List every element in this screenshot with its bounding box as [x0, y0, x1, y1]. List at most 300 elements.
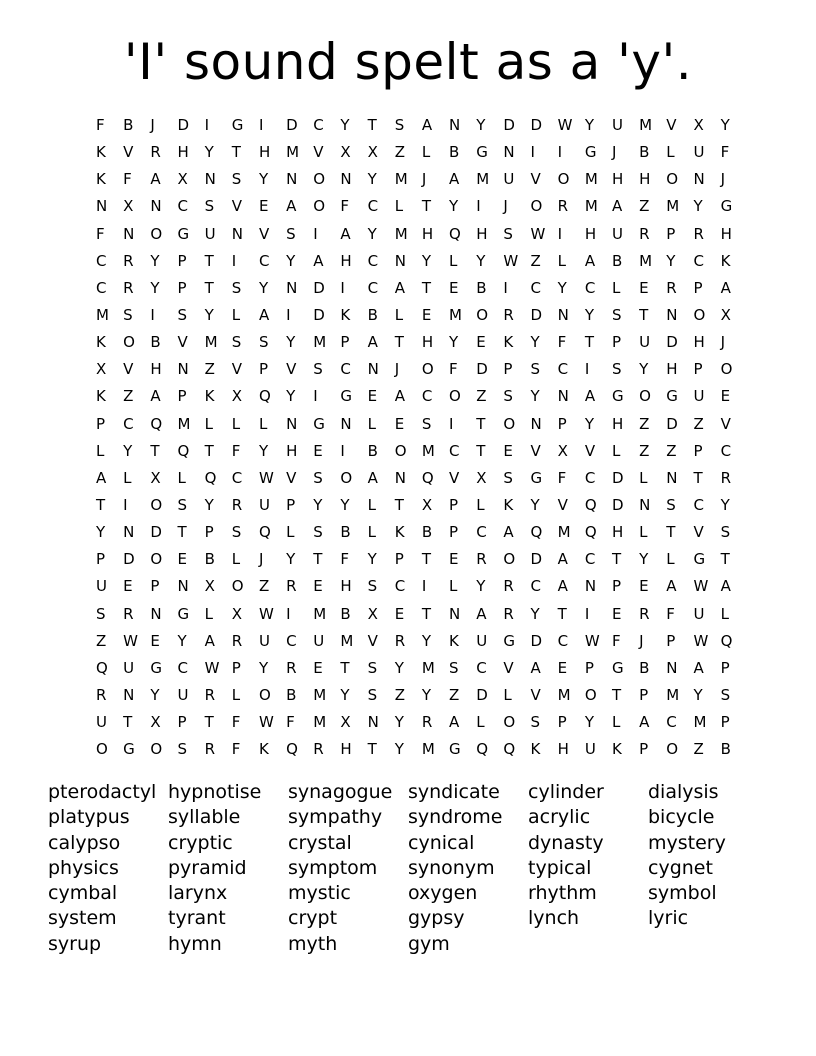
word-item: system — [48, 907, 117, 930]
grid-cell: L — [557, 251, 567, 270]
grid-cell: I — [557, 224, 563, 243]
grid-cell: Z — [394, 143, 405, 162]
grid-cell: R — [476, 550, 487, 569]
grid-cell: O — [150, 495, 163, 514]
grid-cell: Y — [313, 495, 323, 514]
grid-cell: S — [394, 116, 405, 134]
grid-cell: N — [177, 360, 189, 379]
grid-cell: T — [611, 550, 622, 569]
grid-cell: I — [449, 414, 454, 433]
grid-cell: X — [150, 713, 161, 732]
grid-cell: P — [639, 685, 649, 704]
grid-cell: L — [367, 414, 376, 433]
grid-cell: I — [476, 197, 481, 216]
grid-cell: L — [476, 495, 485, 514]
grid-cell: U — [611, 224, 623, 243]
grid-cell: D — [177, 116, 190, 134]
grid-cell: G — [584, 143, 597, 162]
grid-cell: V — [693, 523, 704, 542]
grid-cell: D — [476, 360, 488, 379]
grid-cell: M — [421, 658, 435, 677]
grid-cell: Y — [150, 251, 160, 270]
grid-cell: S — [530, 360, 541, 379]
grid-cell: Y — [584, 713, 594, 732]
grid-cell: F — [231, 441, 241, 460]
word-item: bicycle — [648, 806, 715, 829]
grid-cell: M — [584, 170, 598, 189]
grid-cell: Y — [584, 116, 594, 134]
grid-cell: H — [666, 360, 678, 379]
grid-cell: Y — [204, 305, 214, 324]
grid-cell: N — [367, 360, 379, 379]
grid-cell: B — [150, 333, 161, 352]
grid-cell: W — [503, 251, 519, 270]
grid-cell: R — [231, 631, 243, 650]
grid-cell: O — [313, 170, 326, 189]
grid-cell: H — [258, 143, 271, 162]
grid-cell: Z — [693, 740, 704, 759]
grid-cell: A — [394, 387, 405, 406]
grid-cell: V — [503, 658, 514, 677]
grid-cell: Q — [286, 740, 298, 759]
grid-cell: F — [123, 170, 132, 189]
grid-cell: Y — [96, 523, 106, 542]
grid-cell: E — [258, 197, 269, 216]
grid-cell: E — [367, 387, 378, 406]
word-list — [48, 780, 788, 957]
grid-cell: T — [123, 713, 133, 732]
grid-cell: P — [557, 713, 567, 732]
grid-cell: S — [421, 414, 432, 433]
grid-cell: S — [231, 170, 242, 189]
grid-cell: A — [611, 197, 623, 216]
grid-cell: H — [611, 170, 624, 189]
grid-cell: R — [639, 224, 650, 243]
grid-cell: Z — [639, 441, 650, 460]
grid-cell: N — [666, 468, 678, 487]
grid-cell: Y — [584, 305, 594, 324]
grid-cell: O — [394, 441, 407, 460]
grid-cell: F — [340, 197, 350, 216]
grid-cell: Y — [666, 251, 676, 270]
grid-cell: U — [693, 143, 705, 162]
grid-cell: B — [286, 685, 297, 704]
grid-cell: N — [286, 278, 298, 297]
grid-cell: O — [530, 197, 543, 216]
grid-cell: T — [96, 495, 106, 514]
word-item: gypsy — [408, 907, 465, 930]
grid-cell: G — [666, 387, 678, 406]
word-item: hypnotise — [168, 781, 262, 803]
grid-cell: C — [177, 658, 188, 677]
grid-cell: C — [666, 713, 677, 732]
grid-cell: K — [258, 740, 269, 759]
grid-cell: P — [394, 550, 404, 569]
grid-cell: B — [123, 116, 134, 134]
grid-cell: X — [367, 604, 378, 623]
grid-cell: K — [611, 740, 622, 759]
grid-cell: I — [340, 441, 345, 460]
grid-cell: I — [231, 251, 237, 270]
grid-cell: I — [340, 278, 345, 297]
grid-cell: T — [204, 278, 214, 297]
grid-cell: G — [340, 387, 353, 406]
grid-cell: S — [123, 305, 133, 324]
grid-cell: M — [639, 251, 653, 270]
grid-cell: X — [123, 197, 134, 216]
grid-cell: O — [123, 333, 135, 352]
grid-cell: Y — [476, 577, 486, 596]
grid-cell: P — [96, 550, 106, 569]
grid-cell: N — [231, 224, 244, 243]
word-item: crystal — [288, 831, 352, 854]
grid-cell: I — [313, 387, 318, 406]
grid-cell: R — [639, 604, 650, 623]
grid-cell: S — [720, 685, 731, 704]
grid-cell: S — [503, 224, 513, 243]
word-item: pyramid — [168, 856, 247, 879]
grid-cell: V — [231, 197, 243, 216]
grid-cell: W — [204, 658, 220, 677]
grid-cell: S — [258, 333, 269, 352]
grid-cell: C — [96, 278, 107, 297]
grid-cell: E — [449, 550, 459, 569]
grid-cell: O — [313, 197, 326, 216]
grid-cell: X — [340, 713, 351, 732]
word-item: dynasty — [528, 831, 604, 854]
grid-cell: D — [123, 550, 135, 569]
grid-cell: R — [394, 631, 406, 650]
grid-cell: A — [367, 468, 378, 487]
grid-cell: N — [286, 170, 298, 189]
grid-cell: R — [231, 495, 243, 514]
grid-cell: T — [394, 495, 404, 514]
grid-cell: Y — [421, 251, 432, 270]
grid-cell: P — [177, 713, 187, 732]
grid-cell: T — [476, 441, 486, 460]
grid-cell: L — [204, 604, 213, 623]
grid-cell: C — [584, 278, 596, 297]
grid-cell: B — [639, 658, 650, 677]
grid-cell: I — [258, 116, 264, 134]
grid-cell: I — [584, 604, 590, 623]
grid-cell: Z — [666, 441, 677, 460]
grid-cell: O — [421, 360, 434, 379]
grid-cell: O — [150, 224, 163, 243]
grid-cell: L — [367, 495, 376, 514]
grid-cell: S — [611, 360, 622, 379]
grid-cell: T — [584, 333, 594, 352]
grid-cell: Z — [639, 197, 650, 216]
grid-cell: C — [367, 251, 379, 270]
grid-cell: Q — [503, 740, 516, 759]
grid-cell: M — [421, 740, 435, 759]
grid-cell: N — [123, 224, 135, 243]
grid-cell: H — [421, 333, 434, 352]
grid-cell: U — [96, 713, 107, 732]
grid-cell: X — [693, 116, 704, 134]
grid-cell: R — [720, 468, 732, 487]
grid-cell: W — [123, 631, 138, 650]
word-item: mystic — [288, 882, 351, 905]
grid-cell: L — [449, 577, 458, 596]
grid-cell: V — [313, 143, 324, 162]
grid-cell: S — [666, 495, 676, 514]
grid-cell: T — [177, 523, 187, 542]
grid-cell: A — [666, 577, 677, 596]
grid-cell: P — [177, 387, 187, 406]
grid-cell: X — [177, 170, 188, 189]
word-item: cryptic — [168, 831, 233, 854]
grid-cell: U — [476, 631, 488, 650]
grid-cell: L — [720, 604, 729, 623]
grid-cell: P — [286, 495, 296, 514]
grid-cell: Y — [286, 550, 296, 569]
grid-cell: R — [313, 740, 324, 759]
grid-cell: M — [313, 604, 327, 623]
grid-cell: R — [204, 740, 216, 759]
grid-cell: U — [177, 685, 189, 704]
grid-cell: E — [476, 333, 486, 352]
grid-cell: B — [611, 251, 623, 270]
grid-cell: I — [503, 278, 508, 297]
grid-cell: N — [394, 468, 406, 487]
grid-cell: W — [530, 224, 546, 243]
grid-cell: E — [449, 278, 459, 297]
grid-cell: C — [286, 631, 297, 650]
grid-cell: E — [313, 577, 323, 596]
grid-cell: F — [557, 333, 567, 352]
grid-cell: A — [720, 278, 731, 297]
grid-cell: Q — [177, 441, 190, 460]
grid-cell: D — [313, 278, 325, 297]
grid-cell: E — [177, 550, 187, 569]
grid-cell: B — [340, 523, 351, 542]
word-item: cylinder — [528, 781, 604, 803]
grid-cell: G — [611, 387, 624, 406]
grid-cell: W — [258, 468, 274, 487]
grid-cell: S — [204, 197, 215, 216]
grid-cell: Y — [693, 685, 703, 704]
grid-cell: F — [340, 550, 350, 569]
grid-cell: V — [123, 143, 134, 162]
grid-cell: X — [150, 468, 161, 487]
grid-cell: H — [693, 333, 705, 352]
grid-cell: U — [584, 740, 596, 759]
grid-cell: S — [231, 523, 242, 542]
word-item: calypso — [48, 831, 121, 854]
grid-cell: N — [150, 604, 162, 623]
grid-cell: T — [150, 441, 160, 460]
grid-cell: B — [639, 143, 650, 162]
grid-cell: J — [258, 550, 264, 569]
grid-cell: R — [123, 604, 134, 623]
grid-cell: E — [421, 305, 432, 324]
grid-cell: B — [720, 740, 731, 759]
grid-cell: A — [530, 658, 541, 677]
grid-cell: I — [204, 116, 210, 134]
grid-cell: R — [286, 577, 297, 596]
grid-cell: C — [476, 658, 487, 677]
grid-cell: Y — [693, 197, 703, 216]
grid-cell: N — [449, 604, 461, 623]
grid-cell: M — [177, 414, 191, 433]
grid-cell: C — [340, 360, 351, 379]
grid-cell: K — [96, 333, 106, 352]
grid-cell: A — [720, 577, 731, 596]
grid-cell: M — [476, 170, 490, 189]
grid-cell: K — [96, 143, 106, 162]
grid-cell: N — [693, 170, 705, 189]
grid-cell: R — [666, 278, 677, 297]
grid-cell: B — [367, 305, 378, 324]
grid-cell: V — [557, 495, 568, 514]
grid-cell: M — [693, 713, 707, 732]
grid-cell: S — [313, 523, 323, 542]
grid-cell: T — [204, 251, 214, 270]
grid-cell: T — [313, 550, 323, 569]
grid-cell: N — [204, 170, 216, 189]
grid-cell: C — [231, 468, 243, 487]
grid-cell: F — [286, 713, 295, 732]
grid-cell: A — [286, 197, 297, 216]
grid-cell: J — [720, 333, 726, 352]
grid-cell: H — [340, 251, 352, 270]
grid-cell: L — [449, 251, 458, 270]
grid-cell: P — [693, 278, 703, 297]
grid-cell: Y — [530, 604, 540, 623]
grid-cell: S — [231, 278, 242, 297]
grid-cell: J — [394, 360, 400, 379]
grid-cell: C — [96, 251, 107, 270]
grid-cell: O — [96, 740, 108, 759]
grid-cell: N — [639, 495, 651, 514]
word-item: cygnet — [648, 856, 713, 879]
grid-cell: E — [150, 631, 160, 650]
grid-cell: P — [231, 658, 241, 677]
grid-cell: V — [123, 360, 134, 379]
grid-cell: M — [204, 333, 218, 352]
grid-cell: D — [611, 468, 624, 487]
grid-cell: U — [611, 116, 623, 134]
grid-cell: L — [231, 685, 241, 704]
grid-cell: R — [503, 305, 514, 324]
word-item: mystery — [648, 831, 726, 854]
grid-cell: B — [476, 278, 487, 297]
grid-cell: H — [611, 414, 624, 433]
grid-cell: X — [96, 360, 107, 379]
grid-cell: B — [421, 523, 433, 542]
grid-cell: A — [394, 278, 405, 297]
grid-cell: C — [557, 360, 569, 379]
grid-cell: U — [258, 495, 270, 514]
grid-cell: A — [421, 116, 433, 134]
grid-cell: A — [204, 631, 215, 650]
grid-cell: P — [584, 658, 594, 677]
grid-cell: P — [96, 414, 106, 433]
grid-cell: Q — [476, 740, 488, 759]
word-item: synonym — [408, 856, 495, 879]
grid-cell: W — [584, 631, 600, 650]
grid-cell: K — [720, 251, 731, 270]
grid-cell: Y — [258, 170, 269, 189]
grid-cell: H — [557, 740, 569, 759]
grid-cell: I — [123, 495, 128, 514]
grid-cell: H — [476, 224, 488, 243]
grid-cell: N — [96, 197, 108, 216]
word-column — [648, 780, 768, 957]
grid-cell: L — [503, 685, 512, 704]
grid-cell: M — [313, 333, 327, 352]
grid-cell: Y — [394, 658, 404, 677]
grid-cell: J — [720, 170, 726, 189]
grid-cell: Y — [584, 414, 594, 433]
grid-cell: Z — [639, 414, 650, 433]
grid-cell: I — [313, 224, 318, 243]
grid-cell: G — [123, 740, 135, 759]
grid-cell: Q — [584, 523, 597, 542]
grid-cell: G — [611, 658, 624, 677]
grid-cell: M — [639, 116, 653, 134]
grid-cell: N — [286, 414, 298, 433]
grid-cell: E — [394, 414, 405, 433]
word-item: lyric — [648, 907, 689, 930]
grid-cell: S — [313, 360, 323, 379]
grid-cell: U — [503, 170, 515, 189]
grid-cell: P — [639, 740, 649, 759]
grid-cell: P — [503, 360, 513, 379]
grid-cell: Y — [367, 224, 377, 243]
grid-cell: K — [449, 631, 459, 650]
grid-cell: O — [693, 305, 706, 324]
grid-cell: Y — [286, 251, 296, 270]
grid-cell: M — [313, 685, 327, 704]
grid-cell: Y — [367, 550, 377, 569]
grid-cell: Z — [530, 251, 541, 270]
grid-cell: A — [639, 713, 650, 732]
grid-cell: O — [503, 414, 516, 433]
grid-cell: P — [258, 360, 268, 379]
grid-cell: A — [584, 387, 596, 406]
grid-cell: Y — [177, 631, 187, 650]
grid-cell: T — [421, 550, 432, 569]
grid-cell: P — [720, 713, 730, 732]
grid-cell: H — [286, 441, 298, 460]
grid-cell: V — [286, 468, 297, 487]
grid-cell: E — [557, 658, 568, 677]
grid-cell: S — [720, 523, 731, 542]
grid-cell: T — [693, 468, 703, 487]
grid-cell: S — [530, 713, 541, 732]
grid-cell: O — [231, 577, 244, 596]
grid-cell: M — [394, 224, 408, 243]
grid-cell: L — [611, 278, 621, 297]
grid-cell: O — [503, 550, 516, 569]
grid-cell: P — [449, 523, 459, 542]
word-item: typical — [528, 856, 592, 879]
grid-cell: U — [639, 333, 651, 352]
grid-cell: D — [313, 305, 325, 324]
grid-cell: Y — [557, 278, 567, 297]
grid-cell: L — [258, 414, 268, 433]
grid-cell: L — [177, 468, 186, 487]
grid-cell: G — [530, 468, 543, 487]
grid-cell: Y — [476, 251, 486, 270]
grid-cell: B — [340, 604, 351, 623]
grid-cell: I — [584, 360, 590, 379]
grid-cell: Z — [258, 577, 270, 596]
grid-cell: Y — [421, 685, 432, 704]
